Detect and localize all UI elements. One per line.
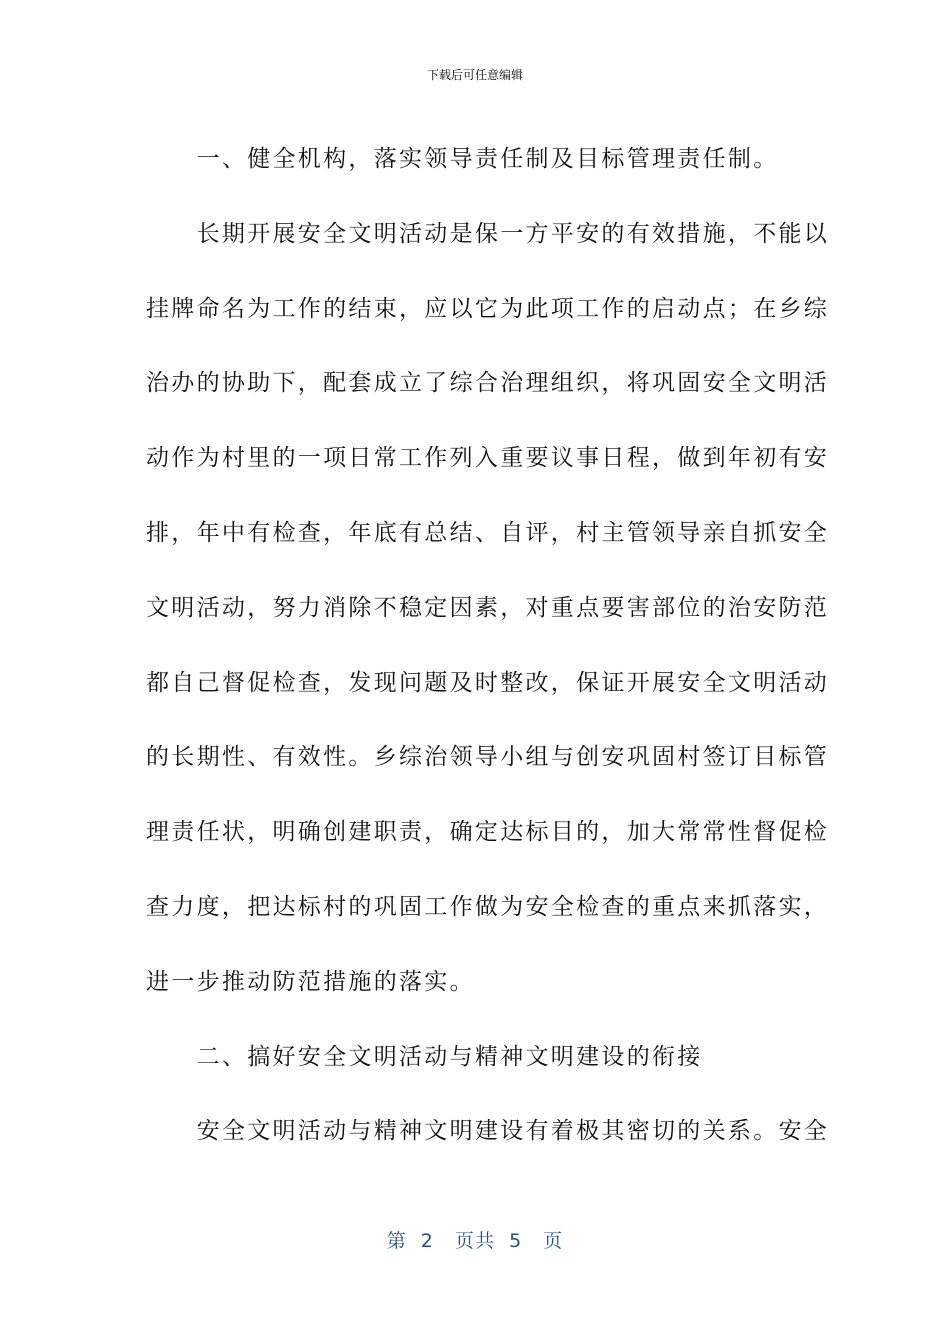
text-line: 文明活动，努力消除不稳定因素，对重点要害部位的治安防范 [146, 594, 830, 621]
text-line: 都自己督促检查，发现问题及时整改，保证开展安全文明活动 [146, 669, 830, 696]
text-line: 二、搞好安全文明活动与精神文明建设的衔接 [146, 1043, 703, 1070]
text-line: 长期开展安全文明活动是保一方平安的有效措施，不能以 [146, 220, 830, 247]
text-line: 理责任状，明确创建职责，确定达标目的，加大常常性督促检 [146, 819, 830, 846]
text-line: 挂牌命名为工作的结束，应以它为此项工作的启动点；在乡综 [146, 295, 830, 322]
text-line: 的长期性、有效性。乡综治领导小组与创安巩固村签订目标管 [146, 744, 830, 771]
text-line: 排，年中有检查，年底有总结、自评，村主管领导亲自抓安全 [146, 519, 830, 546]
text-line: 治办的协助下，配套成立了综合治理组织，将巩固安全文明活 [146, 370, 830, 397]
page-footer [0, 1226, 950, 1253]
text-line: 动作为村里的一项日常工作列入重要议事日程，做到年初有安 [146, 445, 830, 472]
body-text [146, 122, 830, 1169]
text-line: 一、健全机构，落实领导责任制及目标管理责任制。 [146, 146, 779, 172]
page-number: 第 2 页共 5 页 [386, 1230, 564, 1252]
page-header: 下载后可任意编辑 [426, 68, 523, 82]
text-line: 查力度，把达标村的巩固工作做为安全检查的重点来抓落实， [146, 893, 830, 920]
text-line: 进一步推动防范措施的落实。 [146, 968, 475, 995]
text-line: 安全文明活动与精神文明建设有着极其密切的关系。安全 [146, 1118, 830, 1145]
